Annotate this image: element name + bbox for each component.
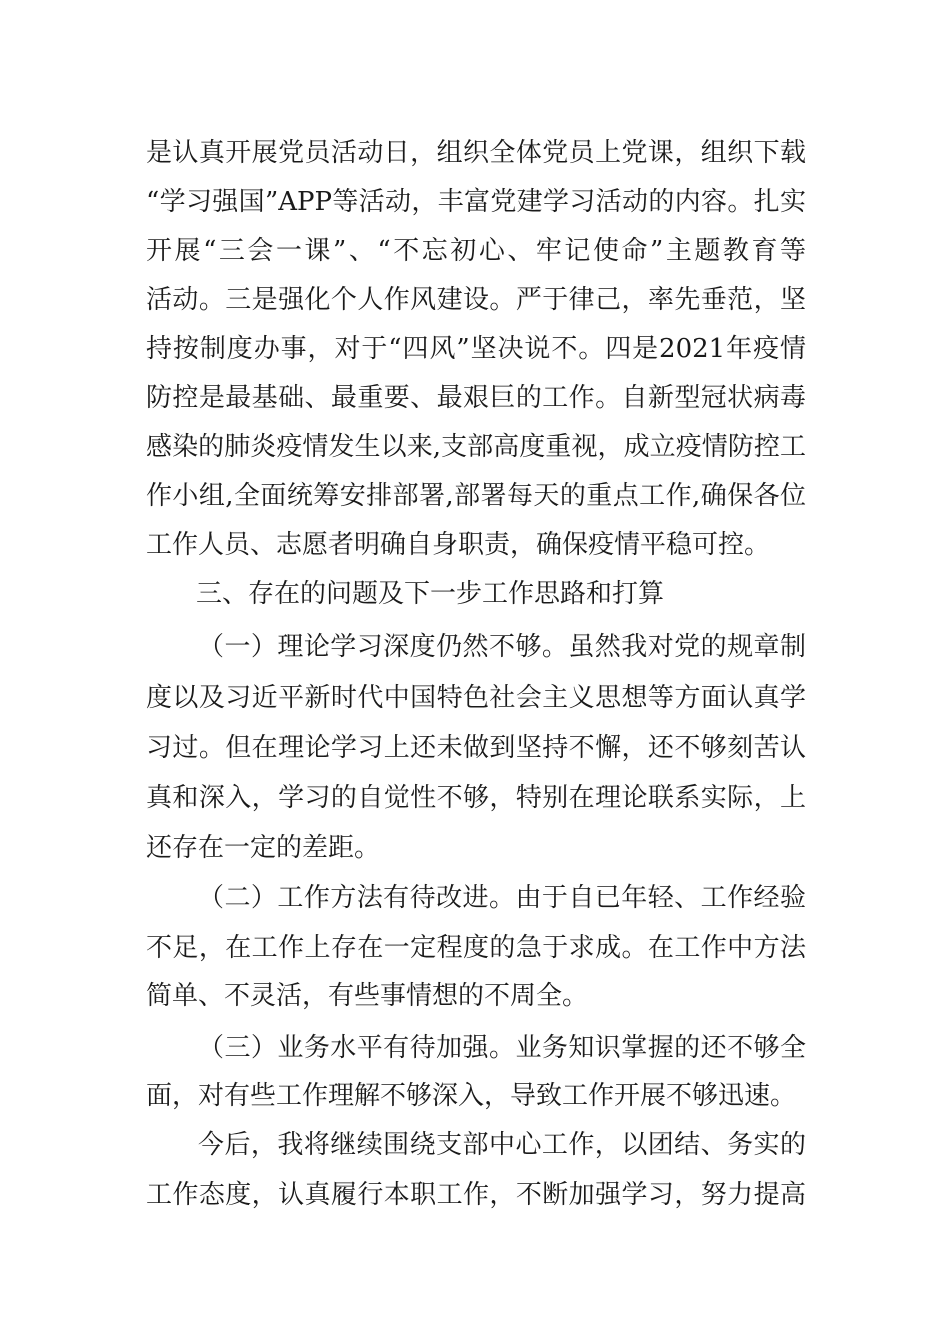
body-text-line: 工作人员、志愿者明确自身职责，确保疫情平稳可控。 — [146, 530, 771, 560]
body-text-line: 防控是最基础、最重要、最艰巨的工作。自新型冠状病毒 — [146, 383, 806, 413]
paragraph-first-line: 今后，我将继续围绕支部中心工作，以团结、务实的 — [198, 1130, 806, 1160]
body-text-line: 真和深入，学习的自觉性不够，特别在理论联系实际，上 — [146, 783, 806, 813]
body-text-line: 不足，在工作上存在一定程度的急于求成。在工作中方法 — [146, 933, 806, 963]
body-text-line: 还存在一定的差距。 — [146, 833, 381, 863]
body-text-line: “学习强国”APP等活动，丰富党建学习活动的内容。扎实 — [146, 187, 806, 217]
body-text-line: 度以及习近平新时代中国特色社会主义思想等方面认真学 — [146, 683, 806, 713]
body-text-line: 开展“三会一课”、“不忘初心、牢记使命”主题教育等 — [146, 236, 806, 266]
body-text-line: 工作态度，认真履行本职工作，不断加强学习，努力提高 — [146, 1180, 806, 1210]
subsection-first-line: （二）工作方法有待改进。由于自已年轻、工作经验 — [198, 883, 806, 913]
body-text-line: 活动。三是强化个人作风建设。严于律己，率先垂范，坚 — [146, 285, 806, 315]
body-text-line: 简单、不灵活，有些事情想的不周全。 — [146, 981, 589, 1011]
body-text-line: 是认真开展党员活动日，组织全体党员上党课，组织下载 — [146, 138, 806, 168]
subsection-first-line: （一）理论学习深度仍然不够。虽然我对党的规章制 — [198, 632, 806, 662]
body-text-line: 持按制度办事，对于“四风”坚决说不。四是2021年疫情 — [146, 334, 806, 364]
body-text-line: 感染的肺炎疫情发生以来,支部高度重视，成立疫情防控工 — [146, 432, 806, 462]
subsection-first-line: （三）业务水平有待加强。业务知识掌握的还不够全 — [198, 1033, 806, 1063]
section-heading: 三、存在的问题及下一步工作思路和打算 — [196, 579, 665, 609]
body-text-line: 习过。但在理论学习上还未做到坚持不懈，还不够刻苦认 — [146, 733, 806, 763]
body-text-line: 作小组,全面统筹安排部署,部署每天的重点工作,确保各位 — [146, 481, 806, 511]
body-text-line: 面，对有些工作理解不够深入，导致工作开展不够迅速。 — [146, 1081, 797, 1111]
